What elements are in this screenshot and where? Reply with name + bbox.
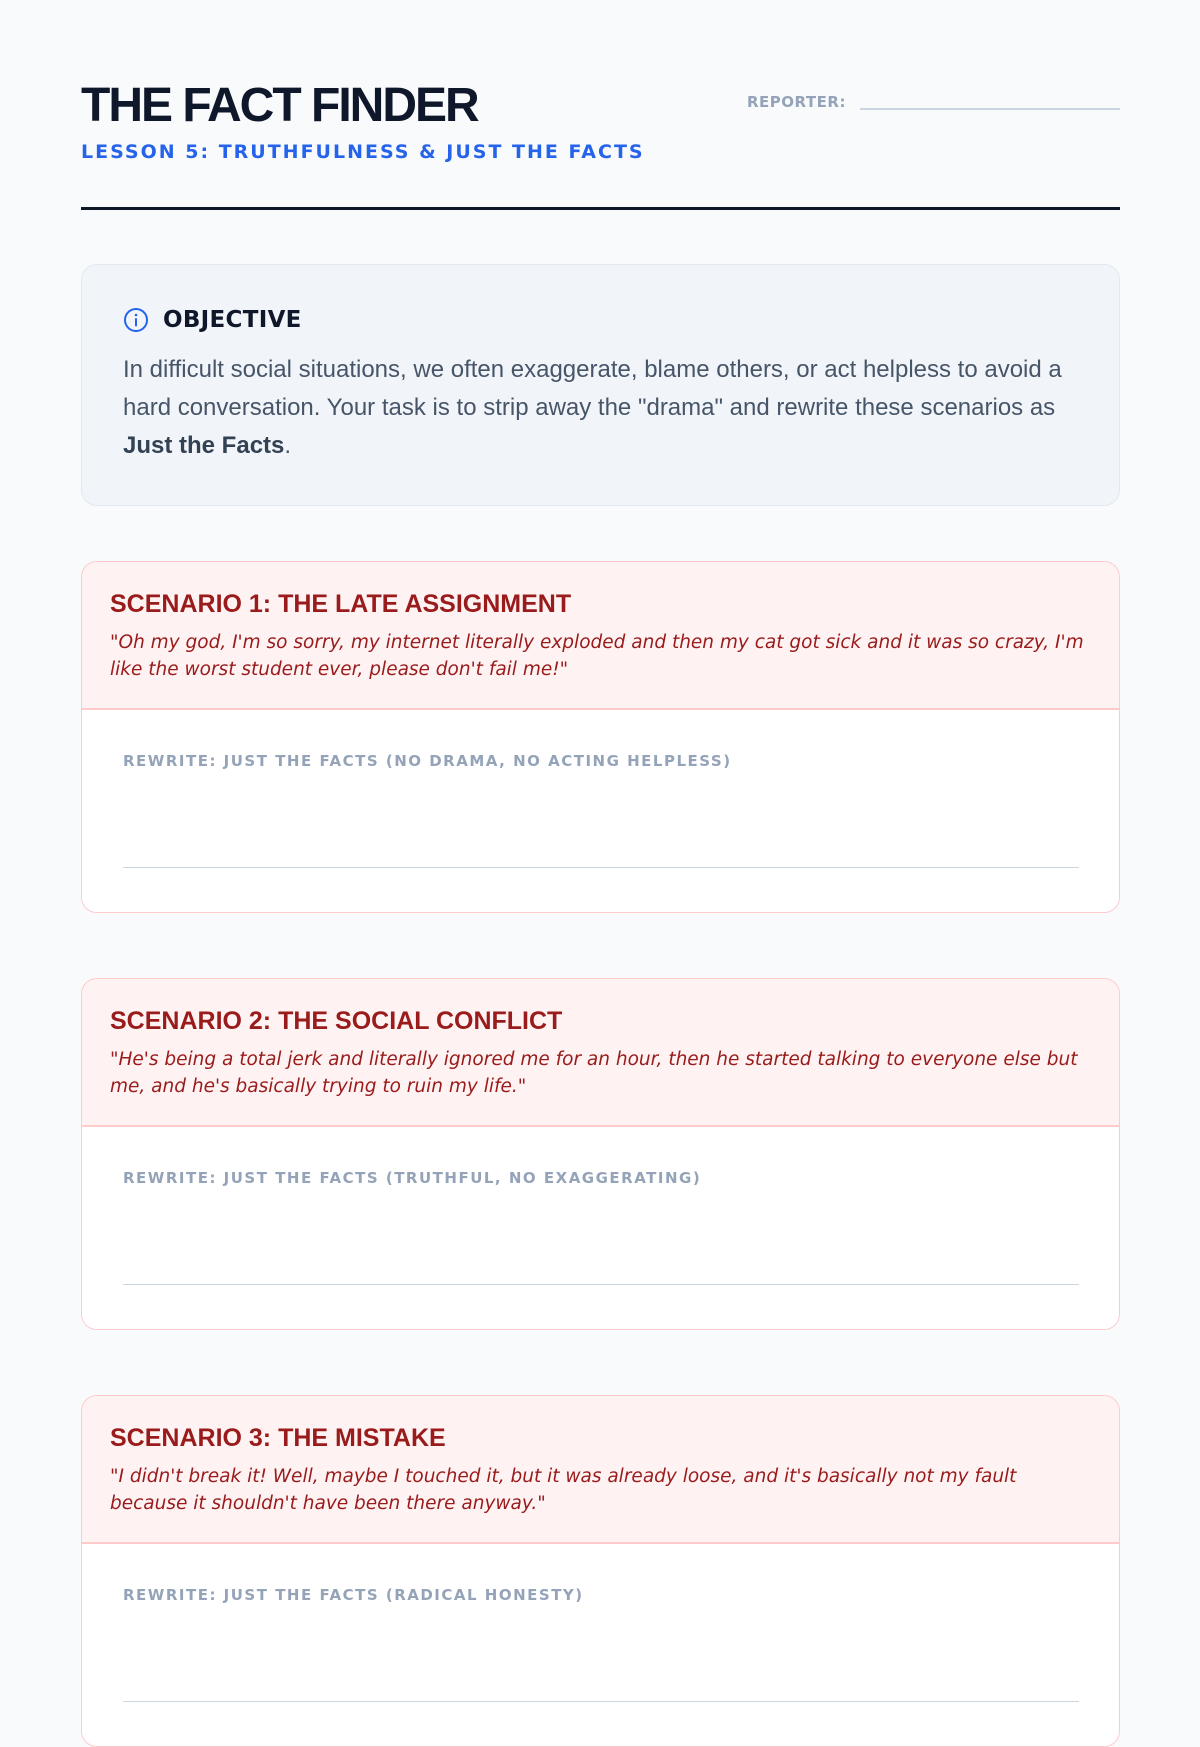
scenario-title: SCENARIO 1: THE LATE ASSIGNMENT [110, 590, 572, 618]
rewrite-area [82, 1127, 1119, 1329]
reporter-label: REPORTER: [747, 93, 846, 111]
objective-text-emphasis: Just the Facts [123, 432, 285, 459]
scenario-card-2 [81, 978, 1120, 1330]
scenario-quote: "Oh my god, I'm so sorry, my internet literally exploded and then my cat got sick and it was so crazy, I'm like the worst student ever, please don't fail me!" [110, 632, 1084, 680]
scenario-title: SCENARIO 2: THE SOCIAL CONFLICT [110, 1007, 563, 1035]
rewrite-label: REWRITE: JUST THE FACTS (RADICAL HONESTY) [123, 1586, 584, 1604]
scenario-quote: "He's being a total jerk and literally ignored me for an hour, then he started talking to everyone else but me, and he's basically trying to ruin my life." [110, 1049, 1078, 1097]
reporter-name-line[interactable] [860, 88, 1120, 110]
scenario-prompt [82, 979, 1119, 1127]
scenario-prompt [82, 1396, 1119, 1544]
rewrite-label: REWRITE: JUST THE FACTS (NO DRAMA, NO ACTING HELPLESS) [123, 752, 732, 770]
answer-line[interactable] [123, 1701, 1079, 1702]
lesson-subtitle: LESSON 5: TRUTHFULNESS & JUST THE FACTS [81, 141, 645, 163]
scenario-card-3 [81, 1395, 1120, 1747]
rewrite-area [82, 1544, 1119, 1746]
page-title: THE FACT FINDER [81, 79, 478, 132]
info-icon [123, 307, 149, 333]
answer-line[interactable] [123, 1284, 1079, 1285]
answer-line[interactable] [123, 867, 1079, 868]
scenario-title: SCENARIO 3: THE MISTAKE [110, 1424, 446, 1452]
worksheet-page [81, 0, 1120, 1604]
rewrite-label: REWRITE: JUST THE FACTS (TRUTHFUL, NO EXAGGERATING) [123, 1169, 702, 1187]
header-divider [81, 207, 1120, 210]
scenario-quote: "I didn't break it! Well, maybe I touched it, but it was already loose, and it's basically not my fault because it shouldn't have been there anyway." [110, 1466, 1017, 1514]
objective-text-end: . [284, 432, 292, 459]
objective-heading-row [123, 307, 1079, 333]
reporter-field [747, 88, 1120, 110]
objective-text-intro: In difficult social situations, we often exaggerate, blame others, or act helpless to avoid a hard conversation. Your task is to strip away the "drama" and rewrite these scenarios as [123, 356, 1062, 421]
objective-text [123, 351, 1079, 465]
rewrite-area [82, 710, 1119, 912]
objective-heading: OBJECTIVE [163, 307, 302, 333]
objective-panel [81, 264, 1120, 506]
worksheet-header [81, 0, 1120, 211]
scenario-card-1 [81, 561, 1120, 913]
scenario-prompt [82, 562, 1119, 710]
